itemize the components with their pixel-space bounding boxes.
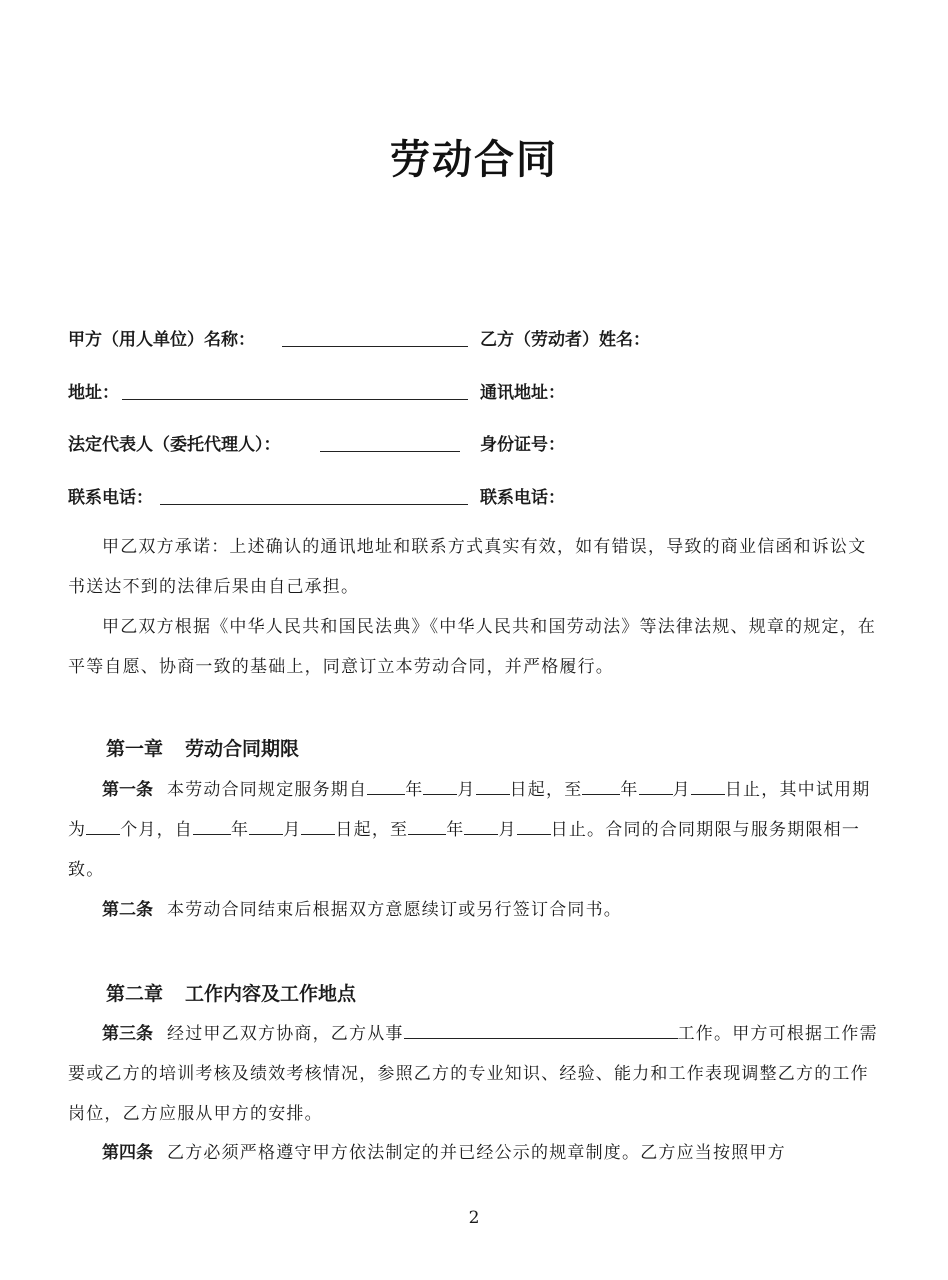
chapter-2-heading <box>106 979 356 1006</box>
end-month-blank[interactable] <box>639 778 673 795</box>
probation-start-month-blank[interactable] <box>249 818 283 835</box>
probation-end-day-blank[interactable] <box>517 818 551 835</box>
probation-end-month-blank[interactable] <box>464 818 498 835</box>
article-2-paragraph: 第二条 本劳动合同结束后根据双方意愿续订或另行签订合同书。 <box>102 900 622 920</box>
party-row-address <box>68 378 888 408</box>
party-a-name-field[interactable] <box>282 346 468 347</box>
address-label: 地址： <box>68 383 119 403</box>
mailing-address-label: 通讯地址： <box>480 383 565 403</box>
intro-commitment-paragraph: 甲乙双方承诺：上述确认的通讯地址和联系方式真实有效，如有错误，导致的商业信函和诉讼文书送达不到的法律后果由自己承担。 <box>68 537 867 597</box>
start-month-blank[interactable] <box>423 778 457 795</box>
probation-months-blank[interactable] <box>86 818 120 835</box>
party-row-phone <box>68 483 888 513</box>
chapter-2-number: 第二章 <box>106 983 164 1005</box>
chapter-1-number: 第一章 <box>106 738 164 760</box>
probation-start-year-blank[interactable] <box>193 818 231 835</box>
document-title: 劳动合同 <box>390 137 558 183</box>
article-3-paragraph: 第三条 经过甲乙双方协商，乙方从事 工作。甲方可根据工作需要或乙方的培训考核及绩效考核情况，参照乙方的专业知识、经验、能力和工作表现调整乙方的工作岗位，乙方应服从甲方的安排。 <box>68 1024 878 1124</box>
end-day-blank[interactable] <box>691 778 725 795</box>
start-year-blank[interactable] <box>367 778 405 795</box>
phone-a-label: 联系电话： <box>68 488 153 508</box>
phone-b-label: 联系电话： <box>480 488 565 508</box>
chapter-1-title: 劳动合同期限 <box>185 738 300 760</box>
party-a-name-label: 甲方（用人单位）名称： <box>68 330 255 350</box>
legal-rep-field[interactable] <box>320 451 460 452</box>
end-year-blank[interactable] <box>582 778 620 795</box>
address-field[interactable] <box>122 399 468 400</box>
job-title-blank[interactable] <box>404 1022 678 1039</box>
chapter-1-heading <box>106 734 299 761</box>
probation-start-day-blank[interactable] <box>301 818 335 835</box>
party-b-name-label: 乙方（劳动者）姓名： <box>480 330 650 350</box>
article-1-paragraph: 第一条 本劳动合同规定服务期自 年 月 日起，至 年 月 日止，其中试用期为 个月，自 年 月 日起，至 年 月 日止。合同的合同期限与服务期限相一致。 <box>68 780 871 880</box>
article-4-paragraph: 第四条 乙方必须严格遵守甲方依法制定的并已经公示的规章制度。乙方应当按照甲方 <box>102 1143 786 1163</box>
article-2-label: 第二条 <box>102 900 153 920</box>
chapter-2-title: 工作内容及工作地点 <box>185 983 357 1005</box>
probation-end-year-blank[interactable] <box>408 818 446 835</box>
article-4-label: 第四条 <box>102 1143 153 1163</box>
id-number-label: 身份证号： <box>480 435 565 455</box>
legal-rep-label: 法定代表人（委托代理人）： <box>68 435 281 455</box>
page-number: 2 <box>468 1208 480 1228</box>
article-1-label: 第一条 <box>102 780 153 800</box>
party-row-name <box>68 325 888 355</box>
intro-basis-paragraph: 甲乙双方根据《中华人民共和国民法典》《中华人民共和国劳动法》等法律法规、规章的规定，在平等自愿、协商一致的基础上，同意订立本劳动合同，并严格履行。 <box>68 617 877 677</box>
start-day-blank[interactable] <box>476 778 510 795</box>
party-row-legal-rep <box>68 430 888 460</box>
phone-a-field[interactable] <box>160 504 468 505</box>
article-3-label: 第三条 <box>102 1024 153 1044</box>
